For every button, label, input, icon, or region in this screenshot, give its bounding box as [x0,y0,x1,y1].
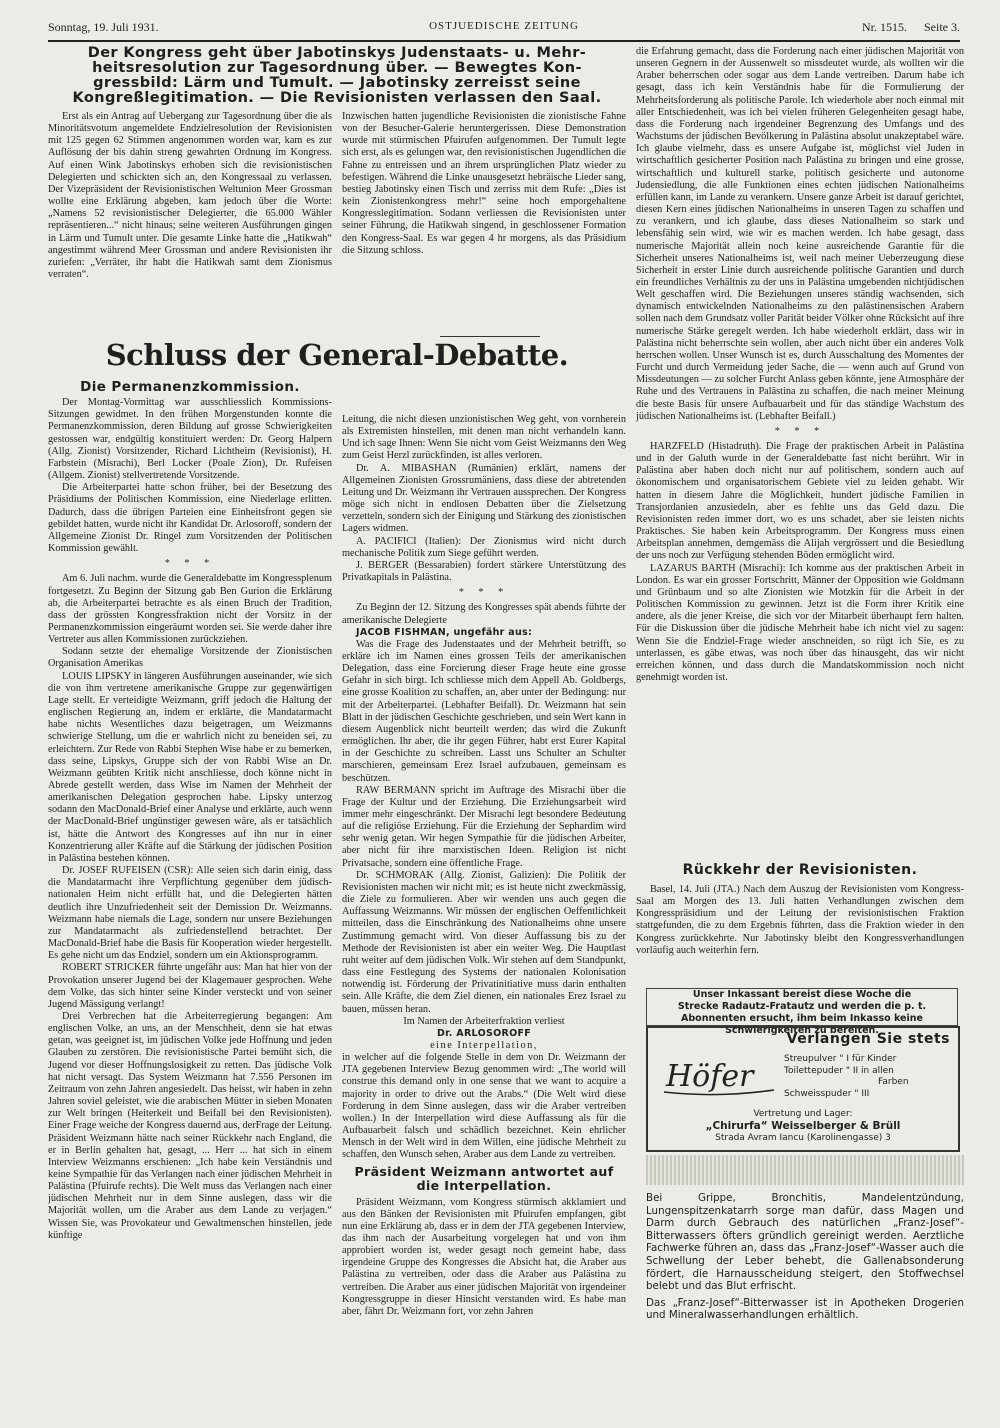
section-divider: * * * [774,425,826,437]
product-line: Toilettepuder " II in allen [784,1065,894,1076]
issue-date: Sonntag, 19. Juli 1931. [48,20,159,34]
paragraph: ROBERT STRICKER führte ungefähr aus: Man hat hier von der Provokation unserer Jugend bei der Klagemauer gesprochen. Wehe dem Volke, das sich hinter seine Kinder versteckt und von seiner Jugend Mässigung verlangt! [48,962,332,1010]
article-kongress-col2 [342,111,626,333]
product-list [784,1054,950,1100]
paragraph: Im Namen der Arbeiterfraktion verliest [403,1015,565,1027]
paragraph: Dr. JOSEF RUFEISEN (CSR): Alle seien sich darin einig, dass die Mandatarmacht ihre Verpflichtung gegenüber dem jüdisch-nationalen Heim nicht erfüllt hat, und die Delegierten hätten deutlich ihre Unzufriedenheit seit der Demission Dr. Weizmanns. Weizmann habe niemals die Lage, sondern nur unsere Beziehungen zur Mandatarmacht als zufriedenstellend betrachtet. Der MacDonald-Brief habe die Basis für Kooperation wieder hergestellt. Es gehe nicht um das Endziel, sondern um ein Aktionsprogramm. [48,865,332,962]
paragraph: Dr. A. MIBASHAN (Rumänien) erklärt, namens der Allgemeinen Zionisten Grossrumäniens, dass diese der abtretenden Leitung und Dr. Weizmann ihr Vertrauen aussprechen. Der Kongress möge sich nicht in endlosen Debatten über die Zielsetzung verzetteln, sondern sich der Einigung und Stärkung des zionistischen Lagers widmen. [342,462,626,535]
company-name: „Chirurfa“ Weisselberger & Brüll [705,1120,901,1132]
product-line: Streupulver " I für Kinder [784,1054,897,1064]
headline-rueckkehr: Rückkehr der Revisionisten. [682,862,918,878]
paragraph: A. PACIFICI (Italien): Der Zionismus wird nicht durch mechanische Politik zum Siege geführt werden. [342,535,626,559]
article-kongress-col1 [48,111,332,333]
section-divider: * * * [164,558,216,570]
subheadline-permanenzkommission: Die Permanenzkommission. [80,379,300,395]
paragraph: Sodann setzte der ehemalige Vorsitzende der Zionistischen Organisation Amerikas [48,646,332,670]
speaker-name: Dr. ARLOSOROFF [436,1027,532,1039]
article-schluss-col2 [342,414,626,1406]
hoefer-logo [658,1052,778,1100]
paragraph: Inzwischen hatten jugendliche Revisionisten die zionistische Fahne von der Besucher-Galerie heruntergerissen. Diese Demonstration wurde mit stürmischen Pfuirufen aufgenommen. Der Tumult legte sich erst, als es gelungen war, den revisionistischen Jugendlichen die Fahne zu entreissen und an ihrem ursprünglichen Platz wieder zu befestigen. Während die Linke unausgesetzt hebräische Lieder sang, bestieg Jabotinsky einen Tisch und zerriss mit dem Rufe: „Dies ist kein Zionistenkongress mehr!“ seine hoch emporgehaltene Kongresslegitimation. Sodann verliessen die Revisionisten unter seiner Führung, die Hatikwah singend, in geschlossener Formation den Kongress-Saal. Es war gegen 4 hr morgens, als das Präsidium die Sitzung schloss. [342,111,626,256]
speaker-name: JACOB FISHMAN, ungefähr aus: [356,626,533,638]
company-address: Strada Avram Iancu (Karolinengasse) 3 [715,1133,891,1143]
product-line: Schweisspuder " III [784,1088,870,1099]
article-schluss-col3 [636,46,964,858]
paragraph: HARZFELD (Histadruth). Die Frage der praktischen Arbeit in Palästina und in der Galuth wurde in der Generaldebatte fast nicht berührt. Wir in Palästina aber haben doch nicht nur auf politischem, sondern auch auf ökonomischem und organisatorischem Gebiete viel zu leiden gehabt. Wir hatten in diesem Jahre die Möglichkeit, hundert jüdische Familien in Transjordanien anzusiedeln, aber es fehlte uns das Geld dazu. Die Revisionisten reden immer dort, wo es uns schadet, aber sie leisten nichts Praktisches. Sie haben kein Arbeitsprogramm. Der Kongress muss einen Arbeitsplan annehmen, demgemäss die Alijah vergrössert und die Besiedlung der uns noch zur Verfügung stehenden Böden ermöglicht wird. [636,441,964,562]
advert-pattern-bar [646,1155,964,1185]
paragraph: eine Interpellation, [430,1039,538,1051]
logo-text: Höfer [666,1059,754,1094]
paragraph: Leitung, die nicht diesen unzionistischen Weg geht, von vornherein als Extremisten hinstellen, mit denen man nicht verhandeln kann. Und ich sage Ihnen: Wenn Sie nicht vom Geist Weizmanns den Weg zum Geist Herzl zurückfinden, ist alles verloren. [342,414,626,462]
paragraph: Basel, 14. Juli (JTA.) Nach dem Auszug der Revisionisten vom Kongress-Saal am Morgen des 13. Juli hatten Verhandlungen zwischen dem Kongresspräsidium und der Leitung der revisionistischen Fraktion stattgefunden, die zu dem Ergebnis führten, dass die Fraktion wieder in den Kongress zurückkehrte. Nur Jabotinsky bleibt den Kongressverhandlungen vorläufig auch weiterhin fern. [636,884,964,956]
paragraph: Erst als ein Antrag auf Uebergang zur Tagesordnung über die als Minoritätsvotum angemeldete Endzielresolution der Revisionisten mit 125 gegen 62 Stimmen angenommen worden war, kam es zur Auflösung der bis dahin streng gewahrten Ordnung im Kongress. Auf einen Wink Jabotinskys erhoben sich die revisionistischen Delegierten und schickten sich an, den Kongressaal zu verlassen. Der Vizepräsident der Revisionistischen Weltunion Meer Grossman wollte eine Erklärung abgeben, kam jedoch über die Worte: „Namens 52 revisionistischer Delegierter, die 65.000 Wähler repräsentieren...“ nicht hinaus; seine weiteren Ausführungen gingen in Lärm und Tumult unter. Die gesamte Linke hatte die „Hatikwah“ angestimmt während Meer Grossman und andere Revisionisten ihr zuriefen: „Verräter, ihr habt die Hatikwah samt dem Zionismus verraten“. [48,111,332,281]
section-divider: * * * [458,587,510,599]
advertisement-franz-josef [646,1192,964,1352]
notice-inkassant [646,988,958,1036]
paragraph: Bei Grippe, Bronchitis, Mandelentzündung, Lungenspitzenkatarrh sorge man dafür, dass Magen und Darm durch Gebrauch des natürlichen „Franz-Josef“-Bitterwassers öfters gründlich gereinigt werden. Aerztliche Fachwerke führen an, dass das „Franz-Josef“-Wasser auch die Schwellung der Leber behebt, die Gallenabsonderung fördert, die Harnausscheidung steigert, den Stoffwechsel belebt und das Blut erfrischt. [646,1192,964,1293]
headline-kongress [48,46,626,106]
headline-line: Kongreßlegitimation. — Die Revisionisten verlassen den Saal. [72,90,602,106]
paragraph: LOUIS LIPSKY in längeren Ausführungen auseinander, wie sich die von ihm vertretene amerikanische Gruppe zur gegenwärtigen Lage stellt. Er verteidigte Weizmann, griff jedoch die Haltung der englischen Regierung an, indem er erklärte, die Mandatarmacht habe nichts Wesentliches dazu beigetragen, um Weizmanns schwierige Stellung, um die er wahrlich nicht zu beneiden sei, zu erleichtern. Zur Rede von Rabbi Stephen Wise habe er zu bemerken, dass seine, Lipskys, Gruppe sich der von Rabbi Wise an Dr. Weizmann geübten Kritik nicht anschliesse, doch könne nicht in Abrede gestellt werden, dass Wise im Namen der Mehrheit der amerikanischen Delegation gesprochen habe. Lipsky unterzog sodann den MacDonald-Brief einer Analyse und erklärte, auch wenn der MacDonald-Brief ungünstiger gewesen wäre, als er tatsächlich ist, hätte die Antwort des Kongresses auf ihn nur in einer Konzentrierung aller Kräfte auf die Stärkung der jüdischen Position in Palästina bestehen können. [48,670,332,864]
separator-rule [440,336,540,337]
paragraph: Drei Verbrechen hat die Arbeiterregierung begangen: Am englischen Volke, an uns, an der Menschheit, denn sie hat etwas getan, was geeignet ist, im jüdischen Volke jede Hoffnung und jeden Glauben zu zerstören. Die revisionistische Partei bemüht sich, die Jugend vor dieser Hoffnungslosigkeit zu retten. Das jüdische Volk hat nicht versagt. Das System Weizmann hat 7.556 Personen im Zeitraum von zehn Jahren angesiedelt. Das heisst, wir haben in zehn Jahren soviel geleistet, wie die arabischen Mütter in sieben Monaten zur Welt bringen (Heiterkeit und Beifall bei den Revisionisten). Einer Frage weiche der Kongress dauernd aus, derFrage der Leitung. Präsident Weizmann hätte nach seiner Rückkehr nach England, die er in Berlin gehalten hat, gesagt, ... Herr ... hat sich in einem Interview Weizmanns erschienen: „Ich habe kein Verständnis und keine Sympathie für das Verlangen nach einer jüdischen Mehrheit in Palästina (Pfuirufe rechts). Die Welt muss das Verlangen nach einer jüdischen Mehrheit nur in dem Sinne auslegen, dass wir die Majorität wollen, um die Araber aus dem Lande zu verjagen.“ Wissen Sie, was Provokateur und Gewaltmenschen hinstellen, jede künftige [48,1010,332,1241]
masthead: OSTJUEDISCHE ZEITUNG [429,20,579,32]
paragraph: in welcher auf die folgende Stelle in dem von Dr. Weizmann der JTA gegebenen Interview Bezug genommen wird: „The world will construe this demand only in one sense that we want to acquire a majority in order to drive out the Arabs.“ (Die Welt wird diese Forderung in dem Sinne auslegen, dass wir die Araber vertreiben wollen.) In der Interpellation wird diese Auffassung als für die Aufbauarbeit falsch und schädlich bezeichnet. Kein ehrlicher Mensch in der Welt wird in dem Willen, eine jüdische Mehrheit zu schaffen, den Wunsch sehen, Araber aus dem Lande zu vertreiben. [342,1052,626,1161]
paragraph: Zu Beginn der 12. Sitzung des Kongresses spät abends führte der amerikanische Delegierte [342,602,626,626]
paragraph: RAW BERMANN spricht im Auftrage des Misrachi über die Frage der Kultur und der Erziehung. Die Erziehungsarbeit wird immer mehr eingeschränkt. Der Misrachi legt besondere Bedeutung auf die religiöse Erziehung. Für die Erziehung der Sephardim wird sehr wenig getan. Wir hegen Sympathie für die jüdischen Arbeiter, aber nicht für ihre marxistischen Ideen. Religion ist nicht Privatsache, sondern eine öffentliche Frage. [342,784,626,869]
issue-info [848,20,960,35]
paragraph: J. BERGER (Bessarabien) fordert stärkere Unterstützung des Privatkapitals in Palästina. [342,559,626,584]
headline-line: gressbild: Lärm und Tumult. — Jabotinsky zerreisst seine [93,75,581,91]
paragraph: Der Montag-Vormittag war ausschliesslich Kommissions-Sitzungen gewidmet. In den frühen Morgenstunden konnte die Permanenzkommission, deren Bildung auf grosse Schwierigkeiten gestossen war, endgültig konstituiert werden: Dr. Georg Halpern (Allg. Zionist) Vorsitzender, Richard Lichtheim (Revisionist), H. Farbstein (Misrachi), Berl Locker (Poale Zion), Dr. Rufeisen (Allgem. Zionist) stellvertretende Vorsitzende. [48,397,332,482]
paragraph: Was die Frage des Judenstaates und der Mehrheit betrifft, so erkläre ich im Namen eines grossen Teils der amerikanischen Delegation, dass eine Forcierung dieser Frage heute eine grosse Gefahr in sich birgt. Ich schliesse mich dem Appell Ab. Goldbergs, eine grosse Koalition zu schaffen, an, aber unter der Bedingung: nur mit der Arbeiterpartei. (Lebhafter Beifall). Dr. Weizmann hat sein Blatt in der jüdischen Geschichte geschrieben, und sein Wert kann in diesem Augenblick nicht beurteilt werden; das wird die Zukunft ermöglichen. Ihr aber, die ihr gegen Führer, habt erst Eurer Kapital in der Geschichte zu schreiben. Lasst uns Schulter an Schulter marschieren, gemeinsam Erez Israel aufzubauen, gemeinsam es beschützen. [342,638,626,784]
notice-line: Strecke Radautz-Fratautz und werden die p. t. Abonnenten ersucht, ihm beim Inkasso keine Schwierigkeiten zu bereiten. [677,1001,927,1036]
page-header [48,20,960,40]
product-line: Farben [878,1077,909,1087]
paragraph: Die Arbeiterpartei hatte schon früher, bei der Besetzung des Präsidiums der Politischen Kommission, eine Niederlage erlitten. Dadurch, dass die übrigen Parteien eine Einheitsfront gegen sie gebildet hatten, wurde nicht ihr Kandidat Dr. Arlosoroff, sondern der Allgemeine Zionist Dr. Ringel zum Vorsitzenden der Politischen Kommission gewählt. [48,482,332,555]
ad-footer [648,1108,958,1144]
header-rule [48,40,960,42]
article-rueckkehr [636,884,964,976]
headline-line: heitsresolution zur Tagesordnung über. — Bewegtes Kon- [92,60,582,76]
subheadline-weizmann: Präsident Weizmann antwortet auf die Interpellation. [354,1163,614,1193]
issue-number: Nr. 1515. [862,20,907,34]
page-number: Seite 3. [924,20,960,34]
ad-headline: Verlangen Sie stets [786,1031,950,1047]
paragraph: Das „Franz-Josef“-Bitterwasser ist in Apotheken Drogerien und Mineralwasserhandlungen erhältlich. [646,1296,964,1322]
paragraph: LAZARUS BARTH (Misrachi): Ich komme aus der praktischen Arbeit in London. Es war ein grosser Fortschritt, Männer der Opposition wie Goldmann und Grünbaum und so alte Zionisten wie Motzkin für die Arbeit in der Politischen Kommission zu gewinnen. Jetzt ist die Form ihrer Kritik eine andere, als die jener Kreise, die sich vor der Mitarbeit überhaupt fern halten. Für die Diskussion über die jüdische Mehrheit habe ich nicht viel zu sagen: Wenn Sie die Endziel-Frage wieder anschneiden, so rügt ich Sie, es zu unterlassen, es gäbe etwas, was noch über das hinausgeht, das wir nicht erreichen können, und dass durch die Mandatskommission noch nicht genehmigt worden ist. [636,562,964,683]
headline-line: Der Kongress geht über Jabotinskys Judenstaats- u. Mehr- [87,45,587,61]
paragraph: Präsident Weizmann, vom Kongress stürmisch akklamiert und aus den Bänken der Revisionisten mit Pfuirufen empfangen, gibt nun eine Erklärung ab, dass er in dem der JTA gegebenen Interview, das ihm nach der Ausarbeitung vorgelegen hat und von ihm approbiert worden ist, weder gesagt noch gemeint habe, dass irgendeine Gruppe des Kongresses die Absicht hat, die Araber aus Palästina zu vertreiben, oder dass die Araber aus Palästina zu vertreiben. Die Araber aus einer jüdischen Majorität von irgendeiner Kongressgruppe in dieser Hinsicht verstanden wird. Es habe man aber, fährt Dr. Weizmann fort, vor zehn Jahren [342,1196,626,1317]
headline-schluss: Schluss der General-Debatte. [105,338,569,372]
paragraph: die Erfahrung gemacht, dass die Forderung nach einer jüdischen Majorität von unseren Gegnern in der Aussenwelt so missdeutet wurde, als wollten wir die Araber beherrschen oder sogar aus dem Lande vertreiben. Darum habe ich gesagt, dass ich kein Verständnis habe für die Formulierung der Mehrheitsforderung als politische Parole. Ich wiederhole aber noch einmal mit aller Entschiedenheit, was ich bei vielen früheren Gelegenheiten gesagt habe, dass die Forderung nach irgendeiner Begrenzung des Umfangs und des Wachstums der jüdischen Bevölkerung in Palästina absolut unakzeptabel wäre. Ich glaube vielmehr, dass es unsere Aufgabe ist, möglichst viel Juden in wirtschaftlich gesicherter Position nach Palästina zu bringen und eine grosse, wirtschaftlich und kulturell starke, politisch gesicherte und autonome Judensiedlung, die alle Funktionen eines echten jüdischen Nationalheims erfüllen kann, im Lande zu verankern. Unsere ganze Arbeit ist darauf gerichtet, diesen Kern eines jüdischen Nationalheims in unseren Tagen zu schaffen und zu verankern, und ich glaube, dass dieses Nationalheim so stark und lebensfähig sein wird, wie wir es machen werden. Ich habe gesagt, dass numerische Majorität allein noch keine ausreichende Garantie für die Sicherheit unseres Nationalheims ist, weil nach meiner Ueberzeugung diese Sicherheit in erster Linie durch ausreichende politische Garantien und durch ein freundliches Verhältnis zu der uns in Palästina umgebenden nichtjüdischen Welt geschaffen wird. Die Beziehungen unseres ständig wachsenden, sich dynamisch entwickelnden Nationalheims zu den palästinensischen Arabern sollen nach dem Grundsatz voller Parität beider Völker ohne Rücksicht auf ihre numerische Stärke geregelt werden. Ich habe wiederholt erklärt, dass wir in Palästina nicht beherrschte sein wollen, aber auch nicht über ein anderes Volk herrschen wollen. Unser Wunsch ist es, durch Ausschaltung des Momentes der Furcht und durch Vermeidung jeder Sache, die — wenn auch auf Grund von Missdeutungen — zu solcher Furcht Anlass geben könnte, jene Atmosphäre der Ruhe und des Vertrauens in Palästina zu schaffen, die nach meiner Meinung die beste Basis für unsere Aufbauarbeit und für das ständige Wachstum des jüdischen Nationalheims ist. (Lebhafter Beifall.) [636,46,964,422]
rep-label: Vertretung und Lager: [753,1109,853,1119]
notice-line: Unser Inkassant bereist diese Woche die [692,989,912,1000]
paragraph: Am 6. Juli nachm. wurde die Generaldebatte im Kongressplenum fortgesetzt. Zu Beginn der Sitzung gab Ben Gurion die Erklärung ab, die Arbeiterpartei betrachte es als einen Bruch der Tradition, dass der grössten Kongressfraktion nicht der Vorsitz in der Permanenzkommission eingeräumt worden sei. Sie werde daher ihre Vertreter aus allen Kommissionen zurückziehen. [48,573,332,646]
advertisement-hoefer [646,1026,960,1152]
paragraph: Dr. SCHMORAK (Allg. Zionist, Galizien): Die Politik der Revisionisten machen wir nicht mit; es ist heute nicht zweckmässig, die Ziele zu formulieren. Aber wir wenden uns auch gegen die Auffassung Weizmanns. Wir müssen der englischen Oeffentlichkeit mitteilen, dass die Einschränkung des Nationalheims ohne unsere Zustimmung gemacht wird. Von dieser Auffassung bis zu der Methode der Revisionisten ist aber ein weiter Weg. Die Hauptlast ruht weiter auf dem jüdischen Volk. Wir stehen auf dem Standpunkt, dass eine Festlegung des Systems der nationalen Kolonisation notwendig ist. Förderung der Privatinitiative muss darin enthalten sein. Alle Kräfte, die dem Ziel dienen, ein nationales Erez Israel zu bauen, müssen heran. [342,869,626,1015]
article-schluss-col1 [48,378,332,1406]
